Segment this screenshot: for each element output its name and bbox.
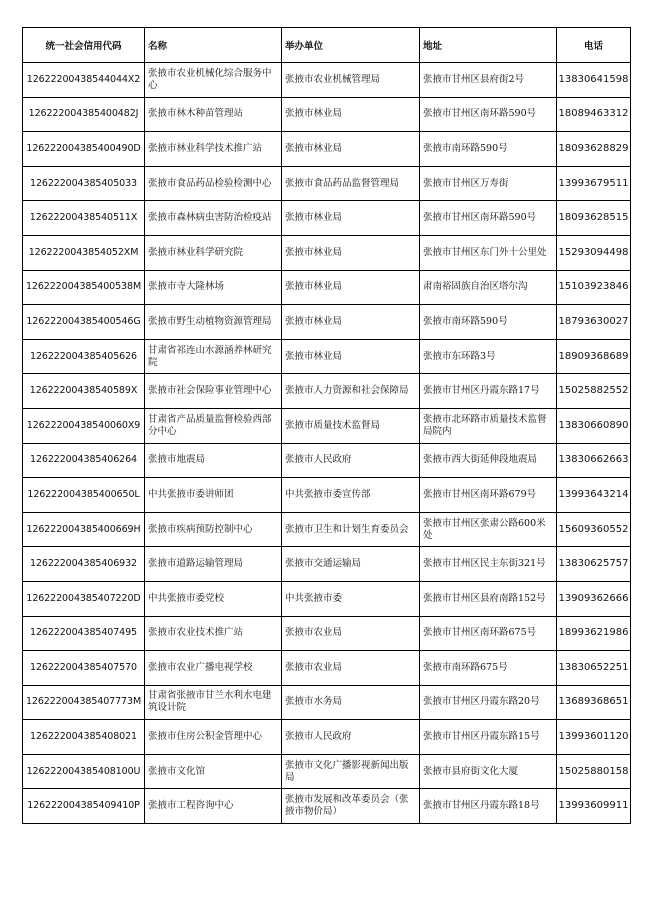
cell-sponsor: 张掖市林业局 [282,97,420,132]
cell-address: 张掖市甘州区丹霞东路17号 [420,374,557,409]
cell-name: 张掖市地震局 [145,443,282,478]
table-row [23,305,631,340]
cell-code: 126222004385406264 [23,443,145,478]
cell-address: 张掖市甘州区丹霞东路18号 [420,789,557,824]
cell-phone: 15103923846 [557,270,631,305]
cell-address: 张掖市甘州区丹霞东路20号 [420,685,557,720]
cell-phone: 13993679511 [557,166,631,201]
cell-code: 126222004385407495 [23,616,145,651]
cell-phone: 15025882552 [557,374,631,409]
table-row [23,408,631,443]
table-row [23,547,631,582]
table-row [23,789,631,824]
cell-name: 张掖市林木种苗管理站 [145,97,282,132]
cell-code: 126222004385407773M [23,685,145,720]
cell-code: 126222004385408021 [23,720,145,755]
cell-address: 张掖市甘州区南环路679号 [420,478,557,513]
table-row [23,97,631,132]
cell-address: 张掖市东环路3号 [420,339,557,374]
cell-name: 张掖市道路运输管理局 [145,547,282,582]
cell-code: 126222004385405033 [23,166,145,201]
cell-name: 中共张掖市委党校 [145,581,282,616]
cell-address: 张掖市县府街文化大厦 [420,754,557,789]
cell-address: 张掖市南环路590号 [420,305,557,340]
cell-address: 张掖市南环路675号 [420,651,557,686]
cell-sponsor: 张掖市农业机械管理局 [282,63,420,98]
cell-name: 张掖市住房公积金管理中心 [145,720,282,755]
cell-code: 126222004385407570 [23,651,145,686]
cell-phone: 18093628515 [557,201,631,236]
cell-code: 126222004385400482J [23,97,145,132]
cell-sponsor: 张掖市人民政府 [282,720,420,755]
table-row [23,339,631,374]
cell-address: 张掖市甘州区张肃公路600米处 [420,512,557,547]
header-code: 统一社会信用代码 [23,28,145,63]
cell-phone: 18093628829 [557,132,631,167]
table-row [23,374,631,409]
cell-phone: 18793630027 [557,305,631,340]
header-sponsor: 举办单位 [282,28,420,63]
cell-phone: 13993601120 [557,720,631,755]
cell-phone: 13909362666 [557,581,631,616]
cell-sponsor: 张掖市林业局 [282,270,420,305]
organization-table [22,27,631,824]
cell-sponsor: 张掖市人民政府 [282,443,420,478]
cell-address: 张掖市甘州区南环路675号 [420,616,557,651]
cell-address: 张掖市甘州区万寿街 [420,166,557,201]
cell-name: 张掖市食品药品检验检测中心 [145,166,282,201]
cell-sponsor: 中共张掖市委宣传部 [282,478,420,513]
cell-phone: 13830625757 [557,547,631,582]
cell-sponsor: 张掖市食品药品监督管理局 [282,166,420,201]
table-row [23,132,631,167]
table-row [23,166,631,201]
cell-sponsor: 张掖市林业局 [282,305,420,340]
table-row [23,235,631,270]
cell-phone: 13830641598 [557,63,631,98]
cell-name: 甘肃省祁连山水源涵养林研究院 [145,339,282,374]
cell-code: 126222004385400546G [23,305,145,340]
cell-code: 126222004385400650L [23,478,145,513]
table-row [23,616,631,651]
cell-code: 126222004385400669H [23,512,145,547]
cell-name: 张掖市工程咨询中心 [145,789,282,824]
cell-address: 张掖市北环路市质量技术监督局院内 [420,408,557,443]
cell-phone: 15293094498 [557,235,631,270]
cell-code: 126222004385409410P [23,789,145,824]
table-row [23,754,631,789]
cell-name: 张掖市森林病虫害防治检疫站 [145,201,282,236]
cell-code: 126222004385400490D [23,132,145,167]
table-row [23,478,631,513]
cell-name: 甘肃省张掖市甘兰水利水电建筑设计院 [145,685,282,720]
table-row [23,512,631,547]
cell-name: 中共张掖市委讲师团 [145,478,282,513]
cell-name: 张掖市林业科学技术推广站 [145,132,282,167]
cell-sponsor: 张掖市交通运输局 [282,547,420,582]
cell-name: 张掖市林业科学研究院 [145,235,282,270]
cell-phone: 13689368651 [557,685,631,720]
table-row [23,720,631,755]
table-header-row [23,28,631,63]
cell-name: 张掖市文化馆 [145,754,282,789]
header-address: 地址 [420,28,557,63]
cell-address: 肃南裕固族自治区塔尔沟 [420,270,557,305]
table-row [23,581,631,616]
cell-address: 张掖市甘州区县府街2号 [420,63,557,98]
cell-address: 张掖市甘州区县府南路152号 [420,581,557,616]
cell-sponsor: 张掖市农业局 [282,616,420,651]
cell-name: 张掖市社会保险事业管理中心 [145,374,282,409]
cell-code: 126222004385400538M [23,270,145,305]
header-name: 名称 [145,28,282,63]
document-page [22,27,630,824]
cell-sponsor: 张掖市林业局 [282,201,420,236]
cell-address: 张掖市甘州区南环路590号 [420,201,557,236]
cell-code: 12622200438540060X9 [23,408,145,443]
cell-phone: 13830652251 [557,651,631,686]
table-row [23,201,631,236]
cell-name: 张掖市农业广播电视学校 [145,651,282,686]
cell-phone: 13993609911 [557,789,631,824]
cell-code: 126222004385407220D [23,581,145,616]
cell-phone: 18909368689 [557,339,631,374]
cell-phone: 15609360552 [557,512,631,547]
cell-address: 张掖市甘州区丹霞东路15号 [420,720,557,755]
cell-sponsor: 张掖市林业局 [282,235,420,270]
cell-phone: 15025880158 [557,754,631,789]
table-row [23,443,631,478]
cell-name: 张掖市农业机械化综合服务中心 [145,63,282,98]
cell-name: 张掖市野生动植物资源管理局 [145,305,282,340]
cell-code: 12622200438540511X [23,201,145,236]
cell-sponsor: 中共张掖市委 [282,581,420,616]
cell-code: 126222004385406932 [23,547,145,582]
cell-address: 张掖市甘州区南环路590号 [420,97,557,132]
cell-phone: 13993643214 [557,478,631,513]
cell-code: 12622200438540589X [23,374,145,409]
cell-sponsor: 张掖市卫生和计划生育委员会 [282,512,420,547]
cell-address: 张掖市南环路590号 [420,132,557,167]
cell-code: 12622200438544044X2 [23,63,145,98]
table-row [23,685,631,720]
cell-sponsor: 张掖市林业局 [282,339,420,374]
cell-address: 张掖市西大街延伸段地震局 [420,443,557,478]
cell-name: 甘肃省产品质量监督检验西部分中心 [145,408,282,443]
cell-name: 张掖市寺大隆林场 [145,270,282,305]
cell-address: 张掖市甘州区东门外十公里处 [420,235,557,270]
cell-phone: 13830660890 [557,408,631,443]
cell-phone: 13830662663 [557,443,631,478]
cell-code: 1262220043854052XM [23,235,145,270]
table-row [23,651,631,686]
cell-phone: 18089463312 [557,97,631,132]
cell-code: 126222004385408100U [23,754,145,789]
table-body [23,63,631,824]
cell-name: 张掖市农业技术推广站 [145,616,282,651]
cell-phone: 18993621986 [557,616,631,651]
header-phone: 电话 [557,28,631,63]
cell-address: 张掖市甘州区民主东街321号 [420,547,557,582]
cell-code: 126222004385405626 [23,339,145,374]
cell-sponsor: 张掖市林业局 [282,132,420,167]
cell-sponsor: 张掖市水务局 [282,685,420,720]
table-row [23,270,631,305]
table-row [23,63,631,98]
cell-sponsor: 张掖市农业局 [282,651,420,686]
cell-name: 张掖市疾病预防控制中心 [145,512,282,547]
cell-sponsor: 张掖市文化广播影视新闻出版局 [282,754,420,789]
cell-sponsor: 张掖市质量技术监督局 [282,408,420,443]
cell-sponsor: 张掖市发展和改革委员会（张掖市物价局） [282,789,420,824]
cell-sponsor: 张掖市人力资源和社会保障局 [282,374,420,409]
